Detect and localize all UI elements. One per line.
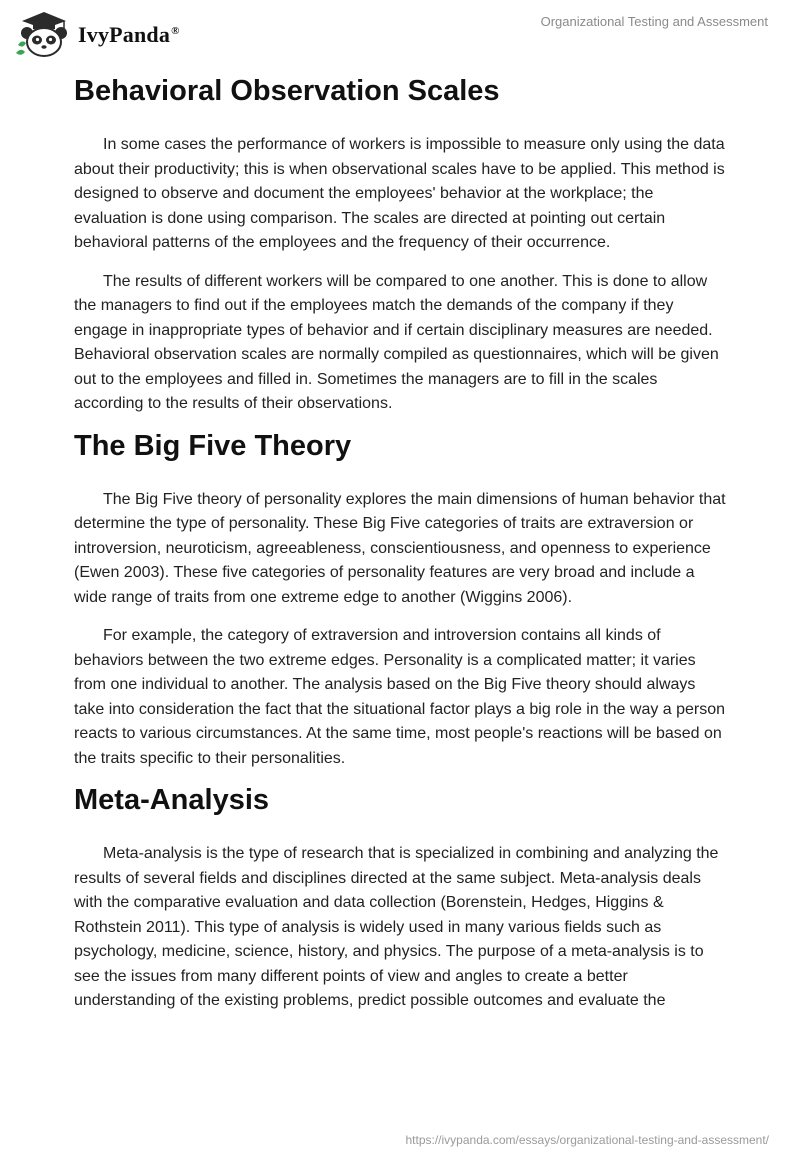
paragraph: For example, the category of extraversion and introversion contains all kinds of behaviors between the two extreme edges. Personality is a complicated matter; it varies from one individual to another. The analysis based on the Big Five theory should always take into consideration the fact that the situational factor plays a big role in the way a person reacts to various circumstances. At the same time, most people's reactions will be based on the traits specific to their personalities. — [74, 627, 726, 767]
brand-name[interactable]: IvyPanda® — [78, 22, 180, 47]
section-heading: Meta-Analysis — [74, 784, 270, 816]
panda-graduate-icon — [14, 9, 74, 59]
section-heading: Behavioral Observation Scales — [74, 75, 500, 107]
paragraph: In some cases the performance of workers is impossible to measure only using the data about their productivity; this is when observational scales have to be applied. This method is designed to observe and document the employees' behavior at the workplace; the evaluation is done using comparison. The scales are directed at pointing out certain behavioral patterns of the employees and the frequency of their occurrence. — [74, 136, 725, 251]
section-heading: The Big Five Theory — [74, 429, 352, 462]
article-body — [74, 74, 728, 1014]
paragraph: The results of different workers will be compared to one another. This is done to allow the managers to find out if the employees match the demands of the company if they engage in inappropriate types of behavior and if certain disciplinary measures are needed. Behavioral observation scales are normally compiled as questionnaires, which will be given out to the employees and filled in. Sometimes the managers are to fill in the scales according to the results of their observations. — [74, 272, 719, 412]
paragraph: Meta-analysis is the type of research that is specialized in combining and analyzing the results of several fields and disciplines directed at the same subject. Meta-analysis deals with the comparative evaluation and data collection (Borenstein, Hedges, Higgins & Rothstein 2011). This type of analysis is widely used in many various fields such as psychology, medicine, science, history, and physics. The purpose of a meta-analysis is to see the issues from many different points of view and angles to create a better understanding of the existing problems, predict possible outcomes and evaluate the — [74, 845, 719, 1009]
document-title: Organizational Testing and Assessment — [540, 14, 768, 29]
paragraph: The Big Five theory of personality explores the main dimensions of human behavior that determine the type of personality. These Big Five categories of traits are extraversion or introversion, neuroticism, agreeableness, conscientiousness, and openness to experience (Ewen 2003). These five categories of personality features are very broad and include a wide range of traits from one extreme edge to another (Wiggins 2006). — [74, 490, 726, 606]
source-url[interactable]: https://ivypanda.com/essays/organizational-testing-and-assessment/ — [405, 1133, 769, 1147]
registered-mark: ® — [171, 24, 180, 37]
page-header — [0, 0, 800, 62]
